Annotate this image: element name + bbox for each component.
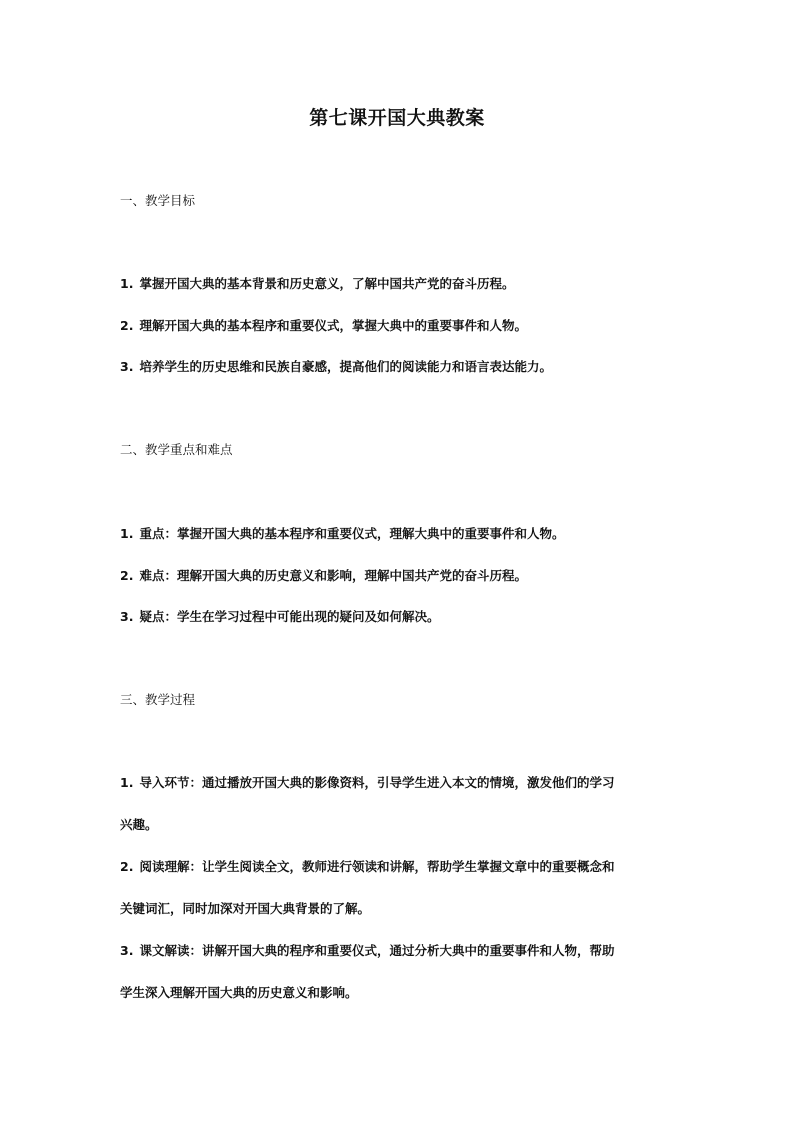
item-number: 1.: [120, 775, 134, 790]
item-number: 3.: [120, 943, 134, 958]
list-item-continuation: 学生深入理解开国大典的历史意义和影响。: [120, 985, 358, 1000]
item-label: 课文解读：: [139, 943, 202, 958]
item-number: 2.: [120, 568, 134, 583]
item-label: 阅读理解：: [139, 859, 202, 874]
item-number: 3.: [120, 609, 134, 624]
item-label: 疑点：: [139, 609, 177, 624]
list-item: [120, 608, 680, 626]
item-text: 理解开国大典的历史意义和影响，理解中国共产党的奋斗历程。: [176, 568, 527, 583]
section-heading-key-points: 二、教学重点和难点: [120, 442, 233, 457]
item-text: 讲解开国大典的程序和重要仪式，通过分析大典中的重要事件和人物，帮助: [201, 943, 615, 958]
item-text: 理解开国大典的基本程序和重要仪式，掌握大典中的重要事件和人物。: [139, 318, 527, 333]
item-label: 导入环节：: [139, 775, 202, 790]
list-item-continuation: 兴趣。: [120, 817, 158, 832]
list-item: [120, 358, 680, 376]
item-text: 掌握开国大典的基本程序和重要仪式，理解大典中的重要事件和人物。: [176, 526, 565, 541]
list-item: [120, 858, 680, 876]
list-item: [120, 942, 680, 960]
item-text: 学生在学习过程中可能出现的疑问及如何解决。: [176, 609, 440, 624]
item-label: 难点：: [139, 568, 177, 583]
item-label: 重点：: [139, 526, 177, 541]
item-text: 掌握开国大典的基本背景和历史意义，了解中国共产党的奋斗历程。: [139, 276, 515, 291]
list-item: [120, 774, 680, 792]
list-item: [120, 567, 680, 585]
item-text: 通过播放开国大典的影像资料，引导学生进入本文的情境，激发他们的学习: [201, 775, 615, 790]
section-heading-objectives: 一、教学目标: [120, 193, 196, 208]
item-text: 培养学生的历史思维和民族自豪感，提高他们的阅读能力和语言表达能力。: [139, 359, 552, 374]
list-item: [120, 275, 680, 293]
item-number: 3.: [120, 359, 134, 374]
item-number: 1.: [120, 526, 134, 541]
list-item-continuation: 关键词汇，同时加深对开国大典背景的了解。: [120, 901, 371, 916]
list-item: [120, 317, 680, 335]
list-item: [120, 525, 680, 543]
document-title: 第七课开国大典教案: [309, 107, 485, 129]
item-number: 2.: [120, 859, 134, 874]
item-number: 1.: [120, 276, 134, 291]
item-number: 2.: [120, 318, 134, 333]
item-text: 让学生阅读全文，教师进行领读和讲解，帮助学生掌握文章中的重要概念和: [201, 859, 615, 874]
section-heading-process: 三、教学过程: [120, 692, 196, 707]
